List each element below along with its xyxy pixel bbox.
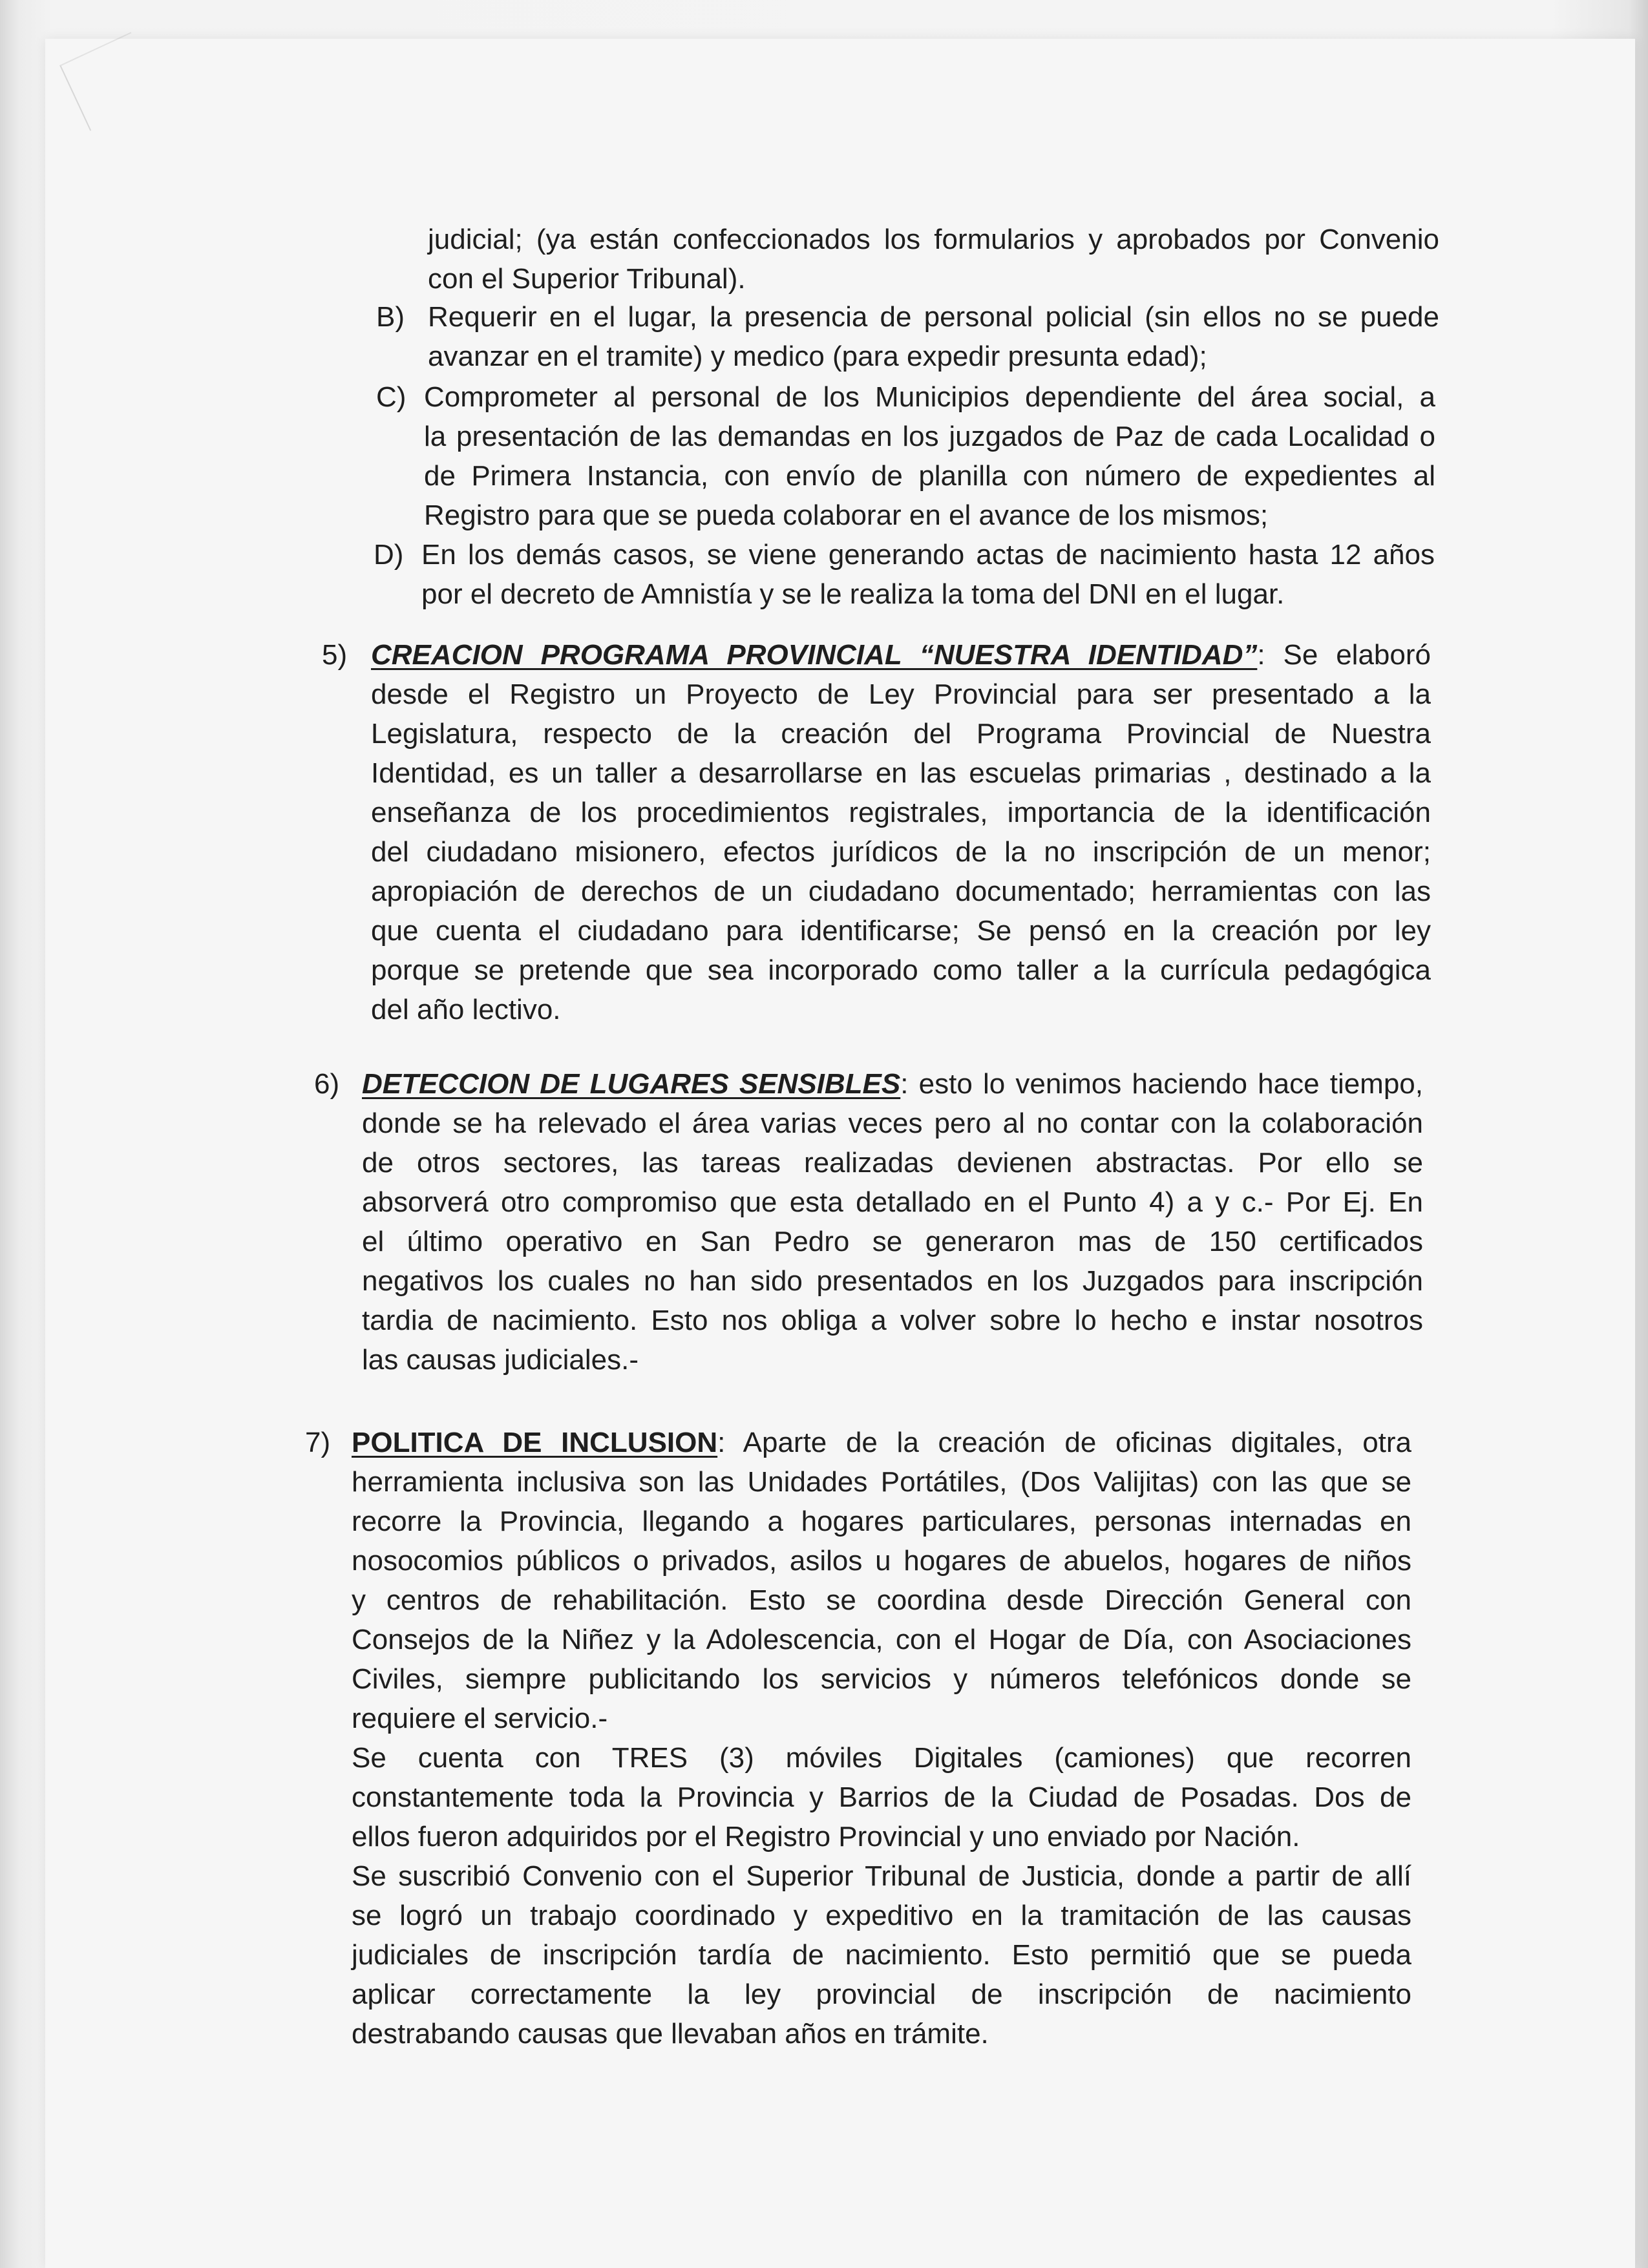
text-line: Legislatura, respecto de la creación del Programa Provincial de Nuestra	[371, 718, 1431, 750]
continuation-paragraph	[428, 220, 1439, 299]
text-line: y centros de rehabilitación. Esto se coordina desde Dirección General con	[352, 1584, 1411, 1616]
section-number-5: 5)	[322, 639, 348, 671]
text-line: por el decreto de Amnistía y se le realiza la toma del DNI en el lugar.	[421, 578, 1285, 610]
sub-item-label-d: D)	[374, 539, 404, 571]
text-line: aplicar correctamente la ley provincial de inscripción de nacimiento	[352, 1979, 1411, 2010]
text-line: Civiles, siempre publicitando los servicios y números telefónicos donde se	[352, 1663, 1411, 1695]
text-line: Requerir en el lugar, la presencia de personal policial (sin ellos no se puede	[428, 301, 1439, 333]
text-line: se logró un trabajo coordinado y expeditivo en la tramitación de las causas	[352, 1900, 1411, 1931]
first-line-rest: Aparte de la creación de oficinas digitales, otra	[743, 1427, 1412, 1458]
section-heading: DETECCION DE LUGARES SENSIBLES	[362, 1068, 901, 1100]
text-line: de otros sectores, las tareas realizadas devienen abstractas. Por ello se	[362, 1147, 1423, 1179]
show-through-bleed	[194, 2106, 1422, 2210]
text-line: donde se ha relevado el área varias veces pero al no contar con la colaboración	[362, 1108, 1423, 1139]
section-first-line	[362, 1064, 1423, 1104]
text-line: Consejos de la Niñez y la Adolescencia, con el Hogar de Día, con Asociaciones	[352, 1624, 1411, 1655]
text-line: del ciudadano misionero, efectos jurídicos de la no inscripción de un menor;	[371, 836, 1431, 868]
section-number-6: 6)	[314, 1068, 340, 1100]
text-line: Comprometer al personal de los Municipios dependiente del área social, a	[424, 381, 1435, 413]
first-line-rest: Se elaboró	[1283, 639, 1431, 671]
text-line: tardia de nacimiento. Esto nos obliga a volver sobre lo hecho e instar nosotros	[362, 1305, 1423, 1336]
text-line: las causas judiciales.-	[362, 1344, 639, 1376]
heading-colon: :	[1257, 639, 1265, 671]
text-line: judiciales de inscripción tardía de nacimiento. Esto permitió que se pueda	[352, 1939, 1411, 1971]
text-line: constantemente toda la Provincia y Barrios de la Ciudad de Posadas. Dos de	[352, 1781, 1411, 1813]
text-line: nosocomios públicos o privados, asilos u hogares de abuelos, hogares de niños	[352, 1545, 1411, 1577]
text-line: porque se pretende que sea incorporado como taller a la currícula pedagógica	[371, 954, 1431, 986]
text-line: herramienta inclusiva son las Unidades Portátiles, (Dos Valijitas) con las que se	[352, 1466, 1411, 1498]
sub-item-d	[421, 535, 1435, 614]
text-line: enseñanza de los procedimientos registrales, importancia de la identificación	[371, 797, 1431, 828]
sub-item-b	[428, 297, 1439, 376]
text-line: el último operativo en San Pedro se generaron mas de 150 certificados	[362, 1226, 1423, 1257]
text-line: recorre la Provincia, llegando a hogares particulares, personas internadas en	[352, 1506, 1411, 1537]
heading-colon: :	[717, 1427, 726, 1458]
text-line: Se cuenta con TRES (3) móviles Digitales (camiones) que recorren	[352, 1742, 1411, 1774]
section-number-7: 7)	[305, 1427, 331, 1458]
section-first-line	[371, 635, 1431, 675]
text-line: con el Superior Tribunal).	[428, 263, 746, 295]
text-line: apropiación de derechos de un ciudadano documentado; herramientas con las	[371, 876, 1431, 907]
sub-item-label-b: B)	[376, 301, 405, 333]
text-line: Identidad, es un taller a desarrollarse en las escuelas primarias , destinado a la	[371, 757, 1431, 789]
section-first-line	[352, 1423, 1411, 1462]
section-6	[362, 1064, 1423, 1380]
heading-colon: :	[900, 1068, 909, 1100]
section-5	[371, 635, 1431, 1029]
section-heading: POLITICA DE INCLUSION	[352, 1427, 718, 1458]
sub-item-label-c: C)	[376, 381, 407, 413]
text-line: En los demás casos, se viene generando actas de nacimiento hasta 12 años	[421, 539, 1435, 571]
first-line-rest: esto lo venimos haciendo hace tiempo,	[918, 1068, 1424, 1100]
text-line: requiere el servicio.-	[352, 1703, 608, 1734]
text-line: ellos fueron adquiridos por el Registro Provincial y uno enviado por Nación.	[352, 1821, 1300, 1853]
text-line: negativos los cuales no han sido presentados en los Juzgados para inscripción	[362, 1265, 1423, 1297]
text-line: absorverá otro compromiso que esta detallado en el Punto 4) a y c.- Por Ej. En	[362, 1186, 1423, 1218]
text-line: Registro para que se pueda colaborar en el avance de los mismos;	[424, 499, 1269, 531]
text-line: destrabando causas que llevaban años en trámite.	[352, 2018, 989, 2050]
sub-item-c	[424, 377, 1435, 535]
text-line: avanzar en el tramite) y medico (para expedir presunta edad);	[428, 341, 1207, 372]
section-7	[352, 1423, 1411, 2053]
text-line: desde el Registro un Proyecto de Ley Provincial para ser presentado a la	[371, 678, 1431, 710]
text-line: judicial; (ya están confeccionados los formularios y aprobados por Convenio	[428, 224, 1439, 255]
section-heading: CREACION PROGRAMA PROVINCIAL “NUESTRA IDENTIDAD”	[371, 639, 1258, 671]
text-line: Se suscribió Convenio con el Superior Tribunal de Justicia, donde a partir de allí	[352, 1860, 1411, 1892]
text-line: que cuenta el ciudadano para identificarse; Se pensó en la creación por ley	[371, 915, 1431, 947]
text-line: la presentación de las demandas en los juzgados de Paz de cada Localidad o	[424, 421, 1435, 452]
text-line: de Primera Instancia, con envío de planilla con número de expedientes al	[424, 460, 1435, 492]
text-line: del año lectivo.	[371, 994, 561, 1025]
